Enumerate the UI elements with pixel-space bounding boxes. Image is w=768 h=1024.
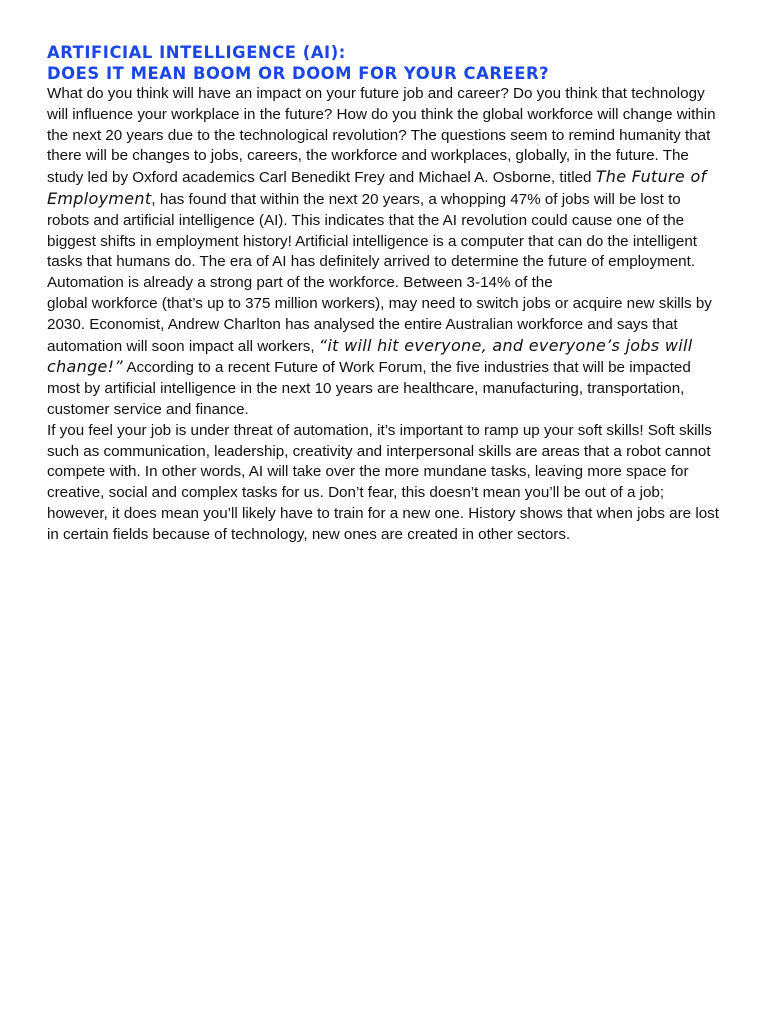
article-body [47, 84, 727, 546]
charlton-quote: “it will hit everyone, and everyone’s jobs will change!” [47, 335, 693, 377]
title-line-2: DOES IT MEAN BOOM OR DOOM FOR YOUR CAREER? [47, 64, 550, 83]
paragraph-2-text-b: According to a recent Future of Work Forum, the five industries that will be impacted most by artificial intelligence in the next 10 years are healthcare, manufacturing, transportation, customer service and finance. [47, 359, 691, 418]
paragraph-2 [47, 294, 727, 421]
paragraph-2-text-a: global workforce (that’s up to 375 million workers), may need to switch jobs or acquire new skills by 2030. Economist, Andrew Charlton has analysed the entire Australian workforce and says that automation will soon impact all workers, [47, 294, 712, 355]
paragraph-1-text-a: What do you think will have an impact on your future job and career? Do you think that technology will influence your workplace in the future? How do you think the global workforce will change within the next 20 years due to the technological revolution? The questions seem to remind humanity that there will be changes to jobs, careers, the workforce and workplaces, globally, in the future. The study led by Oxford academics Carl Benedikt Frey and Michael A. Osborne, titled [47, 85, 716, 187]
paragraph-1-text-b: , has found that within the next 20 years, a whopping 47% of jobs will be lost to robots and artificial intelligence (AI). This indicates that the AI revolution could cause one of the biggest shifts in employment history! Artificial intelligence is a computer that can do the intelligent tasks that humans do. The era of AI has definitely arrived to determine the future of employment. Automation is already a strong part of the workforce. Between 3-14% of the [47, 190, 698, 292]
paragraph-1 [47, 84, 727, 294]
title-line-1: ARTIFICIAL INTELLIGENCE (AI): [47, 43, 346, 62]
document-page [47, 42, 727, 546]
paragraph-3: If you feel your job is under threat of automation, it’s important to ramp up your soft skills! Soft skills such as communication, leadership, creativity and interpersonal skills are areas that a robot cannot compete with. In other words, AI will take over the more mundane tasks, leaving more space for creative, social and complex tasks for us. Don’t fear, this doesn’t mean you’ll be out of a job; however, it does mean you’ll likely have to train for a new one. History shows that when jobs are lost in certain fields because of technology, new ones are created in other sectors. [47, 421, 719, 543]
article-title [47, 42, 727, 84]
study-title: The Future of Employment [47, 167, 707, 208]
